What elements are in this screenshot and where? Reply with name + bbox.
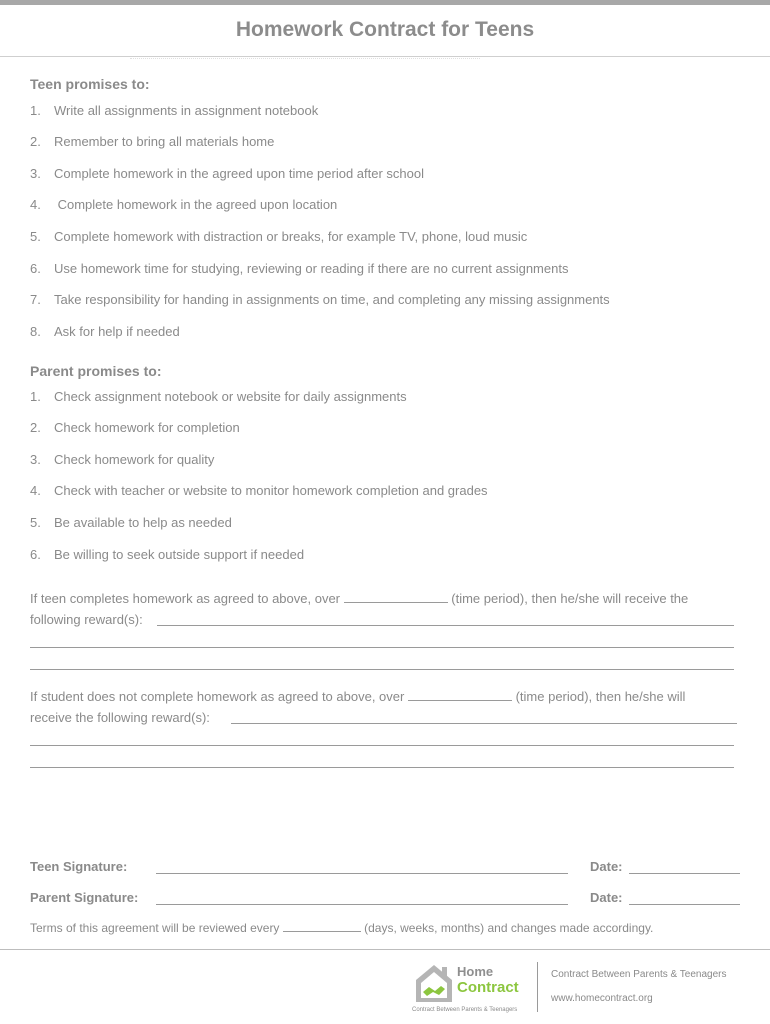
teen-item-number: 1. [30,103,41,118]
parent-item-number: 3. [30,452,41,467]
teen-date-label: Date: [590,859,623,874]
teen-item-number: 3. [30,166,41,181]
teen-signature-label: Teen Signature: [30,859,128,874]
terms-text-b: (days, weeks, months) and changes made accordingy. [364,921,654,935]
consequence-line-1 [30,688,685,704]
teen-section-heading: Teen promises to: [30,76,150,92]
terms-review-period-blank[interactable] [283,919,361,932]
consequence-text-a: If student does not complete homework as agreed to above, over [30,689,405,704]
terms-text-a: Terms of this agreement will be reviewed every [30,921,280,935]
parent-item-number: 4. [30,483,41,498]
consequence-time-period-blank[interactable] [408,688,512,701]
parent-item-number: 6. [30,547,41,562]
parent-item-text: Be available to help as needed [54,515,232,530]
parent-item-text: Check assignment notebook or website for daily assignments [54,389,407,404]
teen-item-number: 2. [30,134,41,149]
consequence-text-b: (time period), then he/she will [515,689,686,704]
reward-text-b: (time period), then he/she will receive the [451,591,689,606]
teen-signature-line[interactable] [156,873,568,874]
reward-line-2 [30,612,143,627]
terms-line [30,919,653,935]
parent-item-6 [30,547,304,562]
consequence-answer-line[interactable] [30,745,734,746]
teen-item-7 [30,292,610,307]
reward-answer-line[interactable] [30,647,734,648]
parent-item-text: Check homework for completion [54,420,240,435]
teen-item-2 [30,134,274,149]
parent-item-text: Check with teacher or website to monitor homework completion and grades [54,483,488,498]
reward-line-1 [30,590,688,606]
footer-description: Contract Between Parents & Teenagers [551,969,727,980]
parent-item-number: 2. [30,420,41,435]
teen-item-text: Write all assignments in assignment notebook [54,103,319,118]
teen-item-6 [30,261,568,276]
footer-divider-rule [0,949,770,950]
reward-answer-line[interactable] [157,625,734,626]
teen-item-number: 6. [30,261,41,276]
teen-item-text: Remember to bring all materials home [54,134,275,149]
teen-item-number: 4. [30,197,41,212]
parent-item-text: Be willing to seek outside support if needed [54,547,305,562]
reward-answer-line[interactable] [30,669,734,670]
teen-item-5 [30,229,527,244]
parent-item-3 [30,452,214,467]
reward-time-period-blank[interactable] [344,590,448,603]
consequence-answer-line[interactable] [30,767,734,768]
parent-item-number: 5. [30,515,41,530]
teen-item-8 [30,324,180,339]
footer-website-link[interactable]: www.homecontract.org [551,993,653,1004]
teen-item-number: 8. [30,324,41,339]
title-dotted-divider [130,58,480,59]
logo-contract-text: Contract [457,979,519,996]
reward-text-a: If teen completes homework as agreed to above, over [30,591,341,606]
consequence-answer-line[interactable] [231,723,737,724]
teen-item-text: Complete homework with distraction or breaks, for example TV, phone, loud music [54,229,528,244]
teen-item-text: Ask for help if needed [54,324,180,339]
home-contract-logo [410,962,520,1017]
parent-item-2 [30,420,240,435]
teen-item-text: Complete homework in the agreed upon time period after school [54,166,424,181]
teen-item-4 [30,197,337,212]
teen-item-number: 5. [30,229,41,244]
top-border-bar [0,0,770,5]
parent-date-line[interactable] [629,904,740,905]
teen-date-line[interactable] [629,873,740,874]
parent-date-label: Date: [590,890,623,905]
parent-section-heading: Parent promises to: [30,363,162,379]
parent-item-5 [30,515,232,530]
teen-item-text: Complete homework in the agreed upon location [54,197,338,212]
house-handshake-icon [412,962,456,1004]
parent-signature-label: Parent Signature: [30,890,139,905]
reward-label: following reward(s): [30,612,143,627]
footer-vertical-divider [537,962,538,1012]
teen-item-1 [30,103,318,118]
parent-item-1 [30,389,407,404]
teen-item-text: Take responsibility for handing in assignments on time, and completing any missing assignments [54,292,610,307]
parent-item-number: 1. [30,389,41,404]
consequence-label: receive the following reward(s): [30,710,210,725]
parent-item-text: Check homework for quality [54,452,215,467]
teen-item-number: 7. [30,292,41,307]
parent-signature-line[interactable] [156,904,568,905]
consequence-line-2 [30,710,210,725]
document-title: Homework Contract for Teens [235,18,535,41]
parent-item-4 [30,483,488,498]
teen-item-text: Use homework time for studying, reviewing or reading if there are no current assignments [54,261,569,276]
title-divider [0,56,770,57]
teen-item-3 [30,166,424,181]
logo-tagline: Contract Between Parents & Teenagers [412,1007,518,1013]
logo-home-text: Home [457,964,494,979]
